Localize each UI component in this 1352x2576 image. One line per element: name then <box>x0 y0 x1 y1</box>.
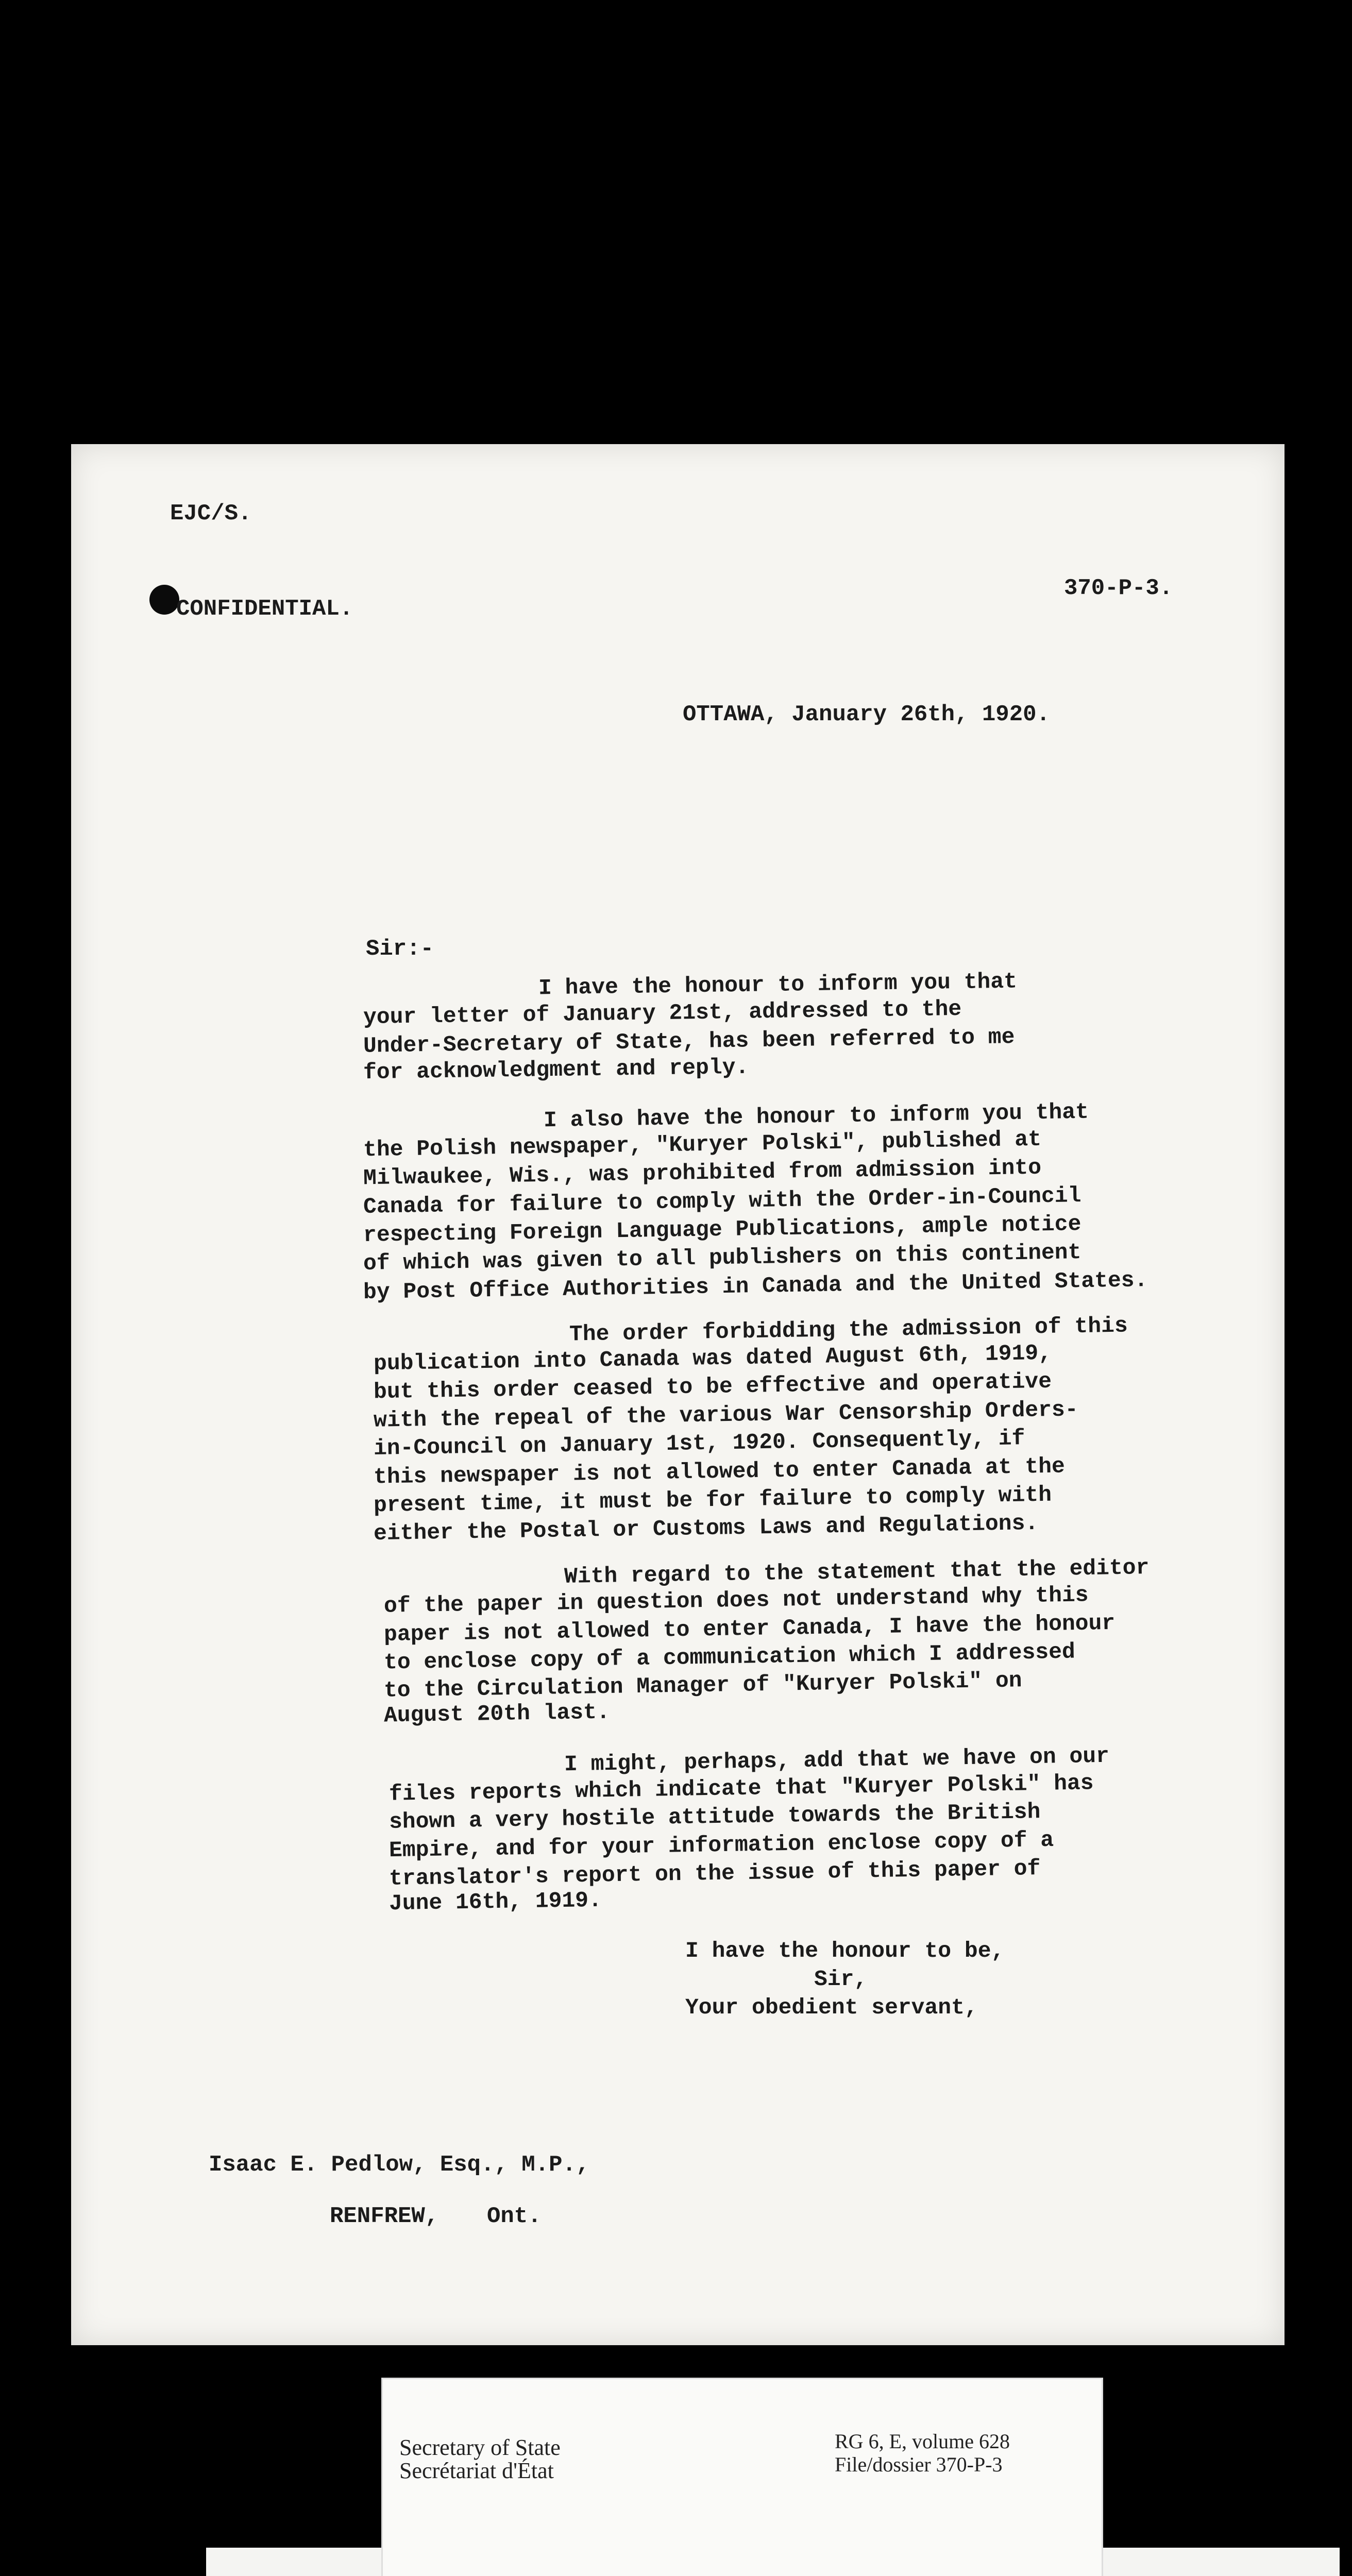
closing-line: Sir, <box>814 1967 868 1992</box>
text-line: Empire, and for your information enclose copy of a <box>388 1827 1054 1863</box>
text-line: to enclose copy of a communication which I addressed <box>383 1639 1076 1675</box>
text-line: translator's report on the issue of this paper of <box>388 1856 1041 1891</box>
file-number: 370-P-3. <box>1064 575 1173 601</box>
text-line: The order forbidding the admission of this <box>569 1313 1128 1347</box>
text-line: of which was given to all publishers on this continent <box>363 1240 1081 1276</box>
text-line: I might, perhaps, add that we have on our <box>564 1743 1110 1777</box>
text-line: Under-Secretary of State, has been referred to me <box>363 1024 1015 1059</box>
text-line: files reports which indicate that "Kuryer Polski" has <box>388 1770 1094 1807</box>
department-french: Secrétariat d'État <box>399 2458 554 2483</box>
addressee-city: RENFREW, <box>330 2204 439 2229</box>
text-line: to the Circulation Manager of "Kuryer Polski" on <box>383 1668 1022 1703</box>
text-line: With regard to the statement that the editor <box>564 1555 1150 1589</box>
text-line: by Post Office Authorities in Canada and the United States. <box>363 1267 1148 1305</box>
text-line: respecting Foreign Language Publications, ample notice <box>363 1211 1081 1248</box>
text-line: in-Council on January 1st, 1920. Consequently, if <box>373 1426 1025 1461</box>
department-english: Secretary of State <box>399 2435 561 2460</box>
closing-line: I have the honour to be, <box>685 1938 1005 1963</box>
text-line: but this order ceased to be effective and operative <box>373 1368 1052 1405</box>
text-line: August 20th last. <box>383 1699 611 1728</box>
text-line: the Polish newspaper, "Kuryer Polski", published at <box>363 1126 1042 1163</box>
text-line: Milwaukee, Wis., was prohibited from admission into <box>363 1155 1042 1191</box>
place-date: OTTAWA, January 26th, 1920. <box>683 702 1050 727</box>
text-line: publication into Canada was dated August 6th, 1919, <box>373 1340 1052 1377</box>
addressee-province: Ont. <box>487 2204 542 2229</box>
classification: CONFIDENTIAL. <box>176 596 353 622</box>
punch-hole <box>149 585 179 615</box>
text-line: paper is not allowed to enter Canada, I have the honour <box>383 1610 1116 1648</box>
reference-volume: RG 6, E, volume 628 <box>835 2430 1010 2453</box>
text-line: either the Postal or Customs Laws and Regulations. <box>373 1510 1039 1547</box>
text-line: for acknowledgment and reply. <box>363 1054 749 1086</box>
text-line: your letter of January 21st, addressed to the <box>363 996 962 1030</box>
text-line: shown a very hostile attitude towards the British <box>388 1799 1041 1835</box>
text-line: June 16th, 1919. <box>388 1887 602 1917</box>
closing-line: Your obedient servant, <box>685 1995 978 2020</box>
text-line: present time, it must be for failure to comply with <box>373 1482 1052 1518</box>
text-line: Canada for failure to comply with the Order-in-Council <box>363 1183 1081 1219</box>
text-line: this newspaper is not allowed to enter Canada at the <box>373 1453 1066 1490</box>
text-line: of the paper in question does not understand why this <box>383 1582 1089 1619</box>
salutation: Sir:- <box>366 936 434 962</box>
text-line: I have the honour to inform you that <box>538 969 1018 1001</box>
text-line: I also have the honour to inform you that <box>543 1099 1089 1133</box>
reference-file: File/dossier 370-P-3 <box>835 2453 1003 2476</box>
text-line: with the repeal of the various War Censorship Orders- <box>373 1397 1078 1433</box>
file-reference: EJC/S. <box>170 501 252 527</box>
addressee-name: Isaac E. Pedlow, Esq., M.P., <box>209 2152 590 2178</box>
